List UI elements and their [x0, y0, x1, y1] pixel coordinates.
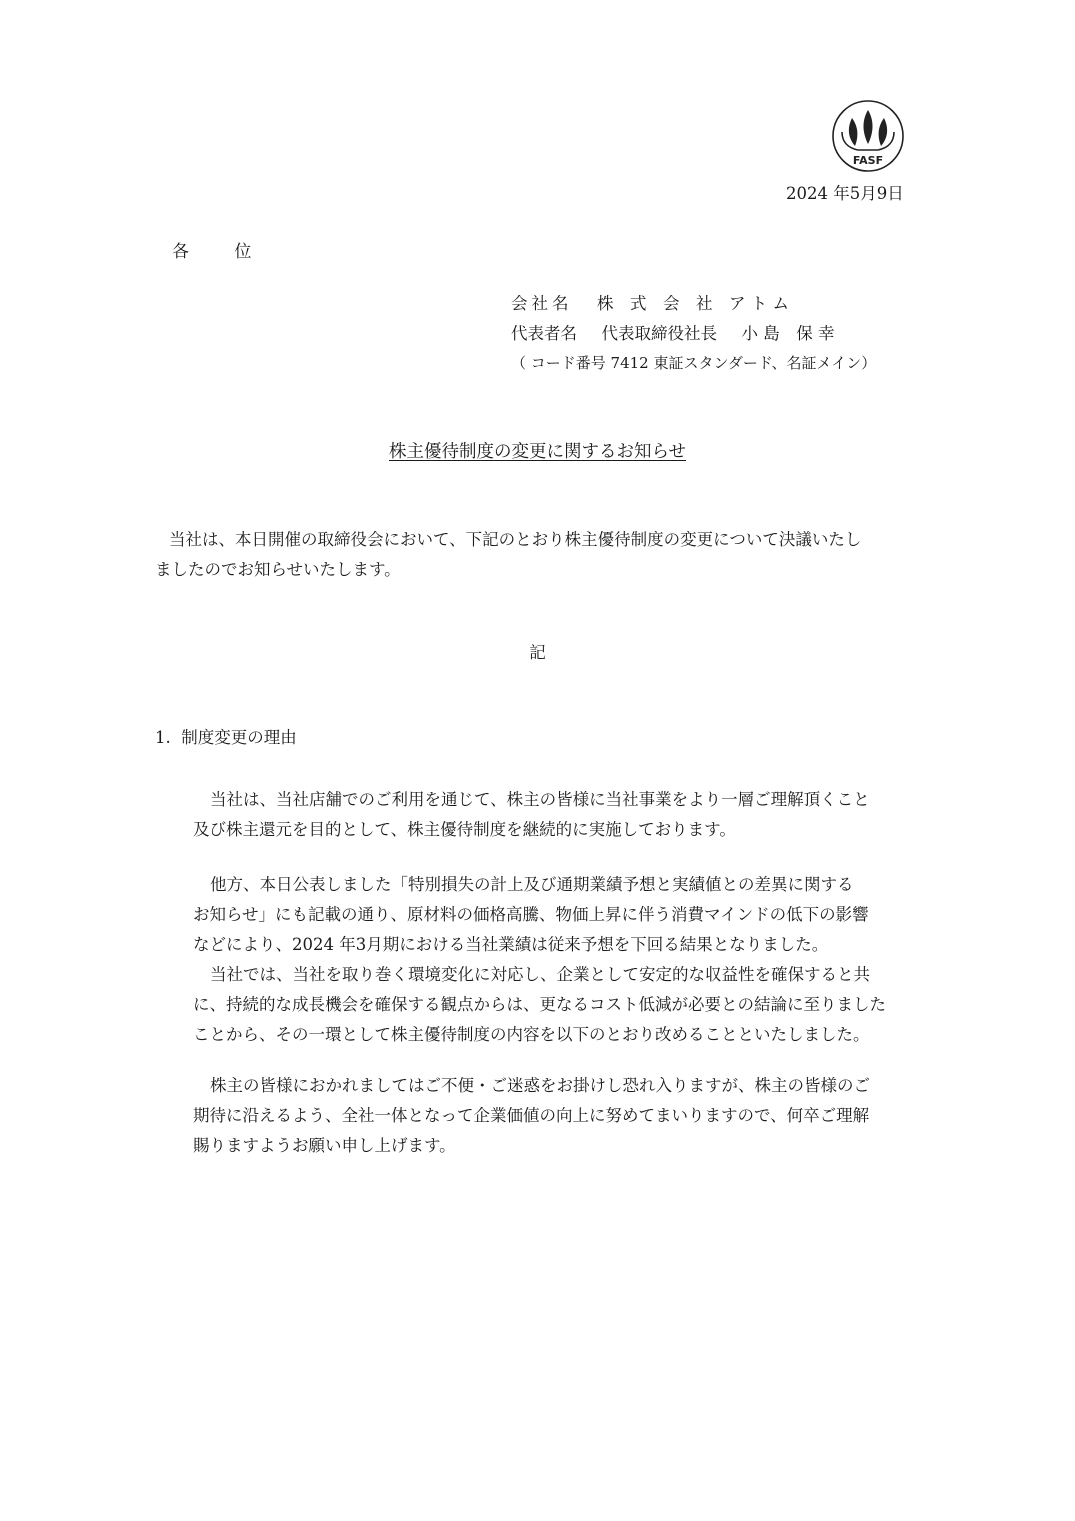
company-name: 株 式 会 社 ア ト ム — [597, 294, 789, 313]
section-heading: 1. 制度変更の理由 — [155, 728, 297, 747]
ki-marker: 記 — [529, 643, 546, 662]
document-date: 2024 年5月9日 — [786, 184, 904, 203]
representative-name: 小 島 保 幸 — [741, 324, 835, 343]
paragraph-line: に、持続的な成長機会を確保する観点からは、更なるコスト低減が必要との結論に至りました — [193, 995, 886, 1014]
paragraph-line: ことから、その一環として株主優待制度の内容を以下のとおり改めることといたしました。 — [193, 1025, 870, 1044]
paragraph-line: 当社は、当社店舗でのご利用を通じて、株主の皆様に当社事業をより一層ご理解頂くこと — [210, 790, 870, 809]
stock-code-line: （ コード番号 7412 東証スタンダード、名証メイン） — [511, 354, 877, 372]
reason-paragraph-3 — [193, 1071, 870, 1161]
paragraph-line: 及び株主還元を目的として、株主優待制度を継続的に実施しております。 — [193, 820, 736, 839]
document-title-text: 株主優待制度の変更に関するお知らせ — [389, 442, 686, 462]
fasf-seal-icon — [828, 98, 908, 174]
intro-line: ましたのでお知らせいたします。 — [155, 560, 401, 579]
reason-paragraph-1 — [193, 785, 870, 845]
representative-label: 代表者名 — [511, 324, 577, 343]
representative-title: 代表取締役社長 — [601, 324, 717, 343]
reason-paragraph-2 — [193, 870, 886, 1050]
paragraph-line: 当社では、当社を取り巻く環境変化に対応し、企業として安定的な収益性を確保すると共 — [210, 965, 870, 984]
paragraph-line: などにより、2024 年3月期における当社業績は従来予想を下回る結果となりました。 — [193, 935, 829, 954]
logo-text: FASF — [852, 154, 884, 167]
addressee: 各 位 — [172, 242, 272, 262]
company-label: 会社名 — [511, 294, 573, 313]
document-title — [0, 444, 1075, 462]
paragraph-line: 期待に沿えるよう、全社一体となって企業価値の向上に努めてまいりますので、何卒ご理解 — [193, 1106, 870, 1125]
paragraph-line: 賜りますようお願い申し上げます。 — [193, 1136, 456, 1155]
paragraph-line: お知らせ」にも記載の通り、原材料の価格高騰、物価上昇に伴う消費マインドの低下の影響 — [193, 905, 869, 924]
paragraph-line: 株主の皆様におかれましてはご不便・ご迷惑をお掛けし恐れ入りますが、株主の皆様のご — [210, 1076, 870, 1095]
paragraph-line: 他方、本日公表しました「特別損失の計上及び通期業績予想と実績値との差異に関する — [210, 875, 854, 894]
intro-line: 当社は、本日開催の取締役会において、下記のとおり株主優待制度の変更について決議いたし — [169, 530, 862, 549]
intro-paragraph — [155, 525, 861, 585]
representative-line — [511, 326, 835, 343]
company-line — [511, 296, 789, 313]
